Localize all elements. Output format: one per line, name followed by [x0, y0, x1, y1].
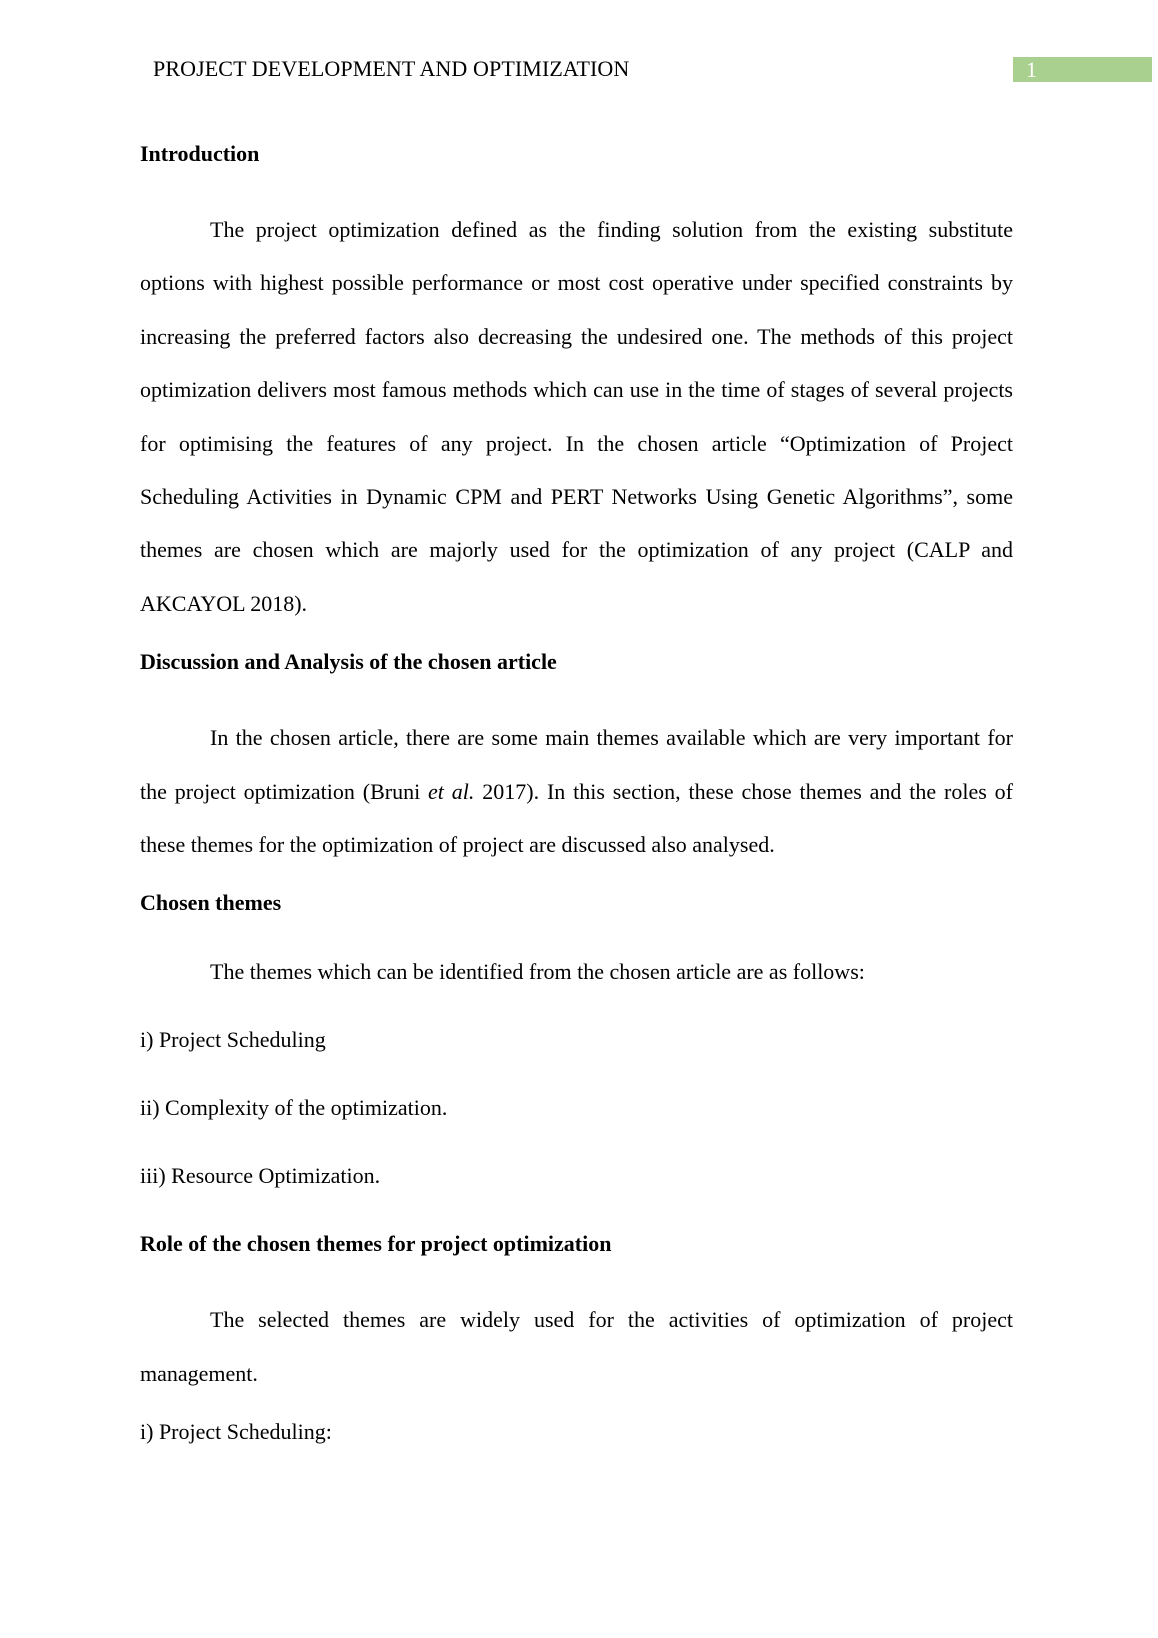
running-header: PROJECT DEVELOPMENT AND OPTIMIZATION — [153, 56, 630, 81]
chosen-themes-intro: The themes which can be identified from the chosen article are as follows: — [210, 959, 865, 985]
heading-chosen-themes: Chosen themes — [140, 890, 282, 916]
heading-introduction: Introduction — [140, 141, 260, 166]
paragraph-introduction: The project optimization defined as the finding solution from the existing substitute options with highest possible performance or most cost operative under specified constraints by increasing the preferred factors also decreasing the undesired one. The methods of this project optimization delivers most famous methods which can use in the time of stages of several projects for optimising the features of any project. In the chosen article “Optimization of Project Scheduling Activities in Dynamic CPM and PERT Networks Using Genetic Algorithms”, some themes are chosen which are majorly used for the optimization of any project (CALP and AKCAYOL 2018). — [140, 217, 1013, 616]
discussion-text-before: In the chosen article, there are some main themes available which are very important for the project optimization (Bruni — [140, 725, 1013, 804]
discussion-text-after: 2017). In this section, these chose themes and the roles of these themes for the optimization of project are discussed also analysed. — [140, 778, 1013, 858]
theme-list-item: i) Project Scheduling — [140, 1027, 326, 1053]
discussion-text-italic: et al. — [428, 778, 475, 804]
heading-role: Role of the chosen themes for project optimization — [140, 1231, 612, 1257]
theme-list-item: ii) Complexity of the optimization. — [140, 1095, 448, 1121]
paragraph-discussion — [140, 711, 1013, 871]
paragraph-role: The selected themes are widely used for the activities of optimization of project management. — [140, 1307, 1013, 1386]
page-number: 1 — [1013, 57, 1152, 82]
heading-discussion: Discussion and Analysis of the chosen article — [140, 649, 557, 675]
theme-list-item: iii) Resource Optimization. — [140, 1163, 381, 1189]
role-sub-item: i) Project Scheduling: — [140, 1419, 332, 1445]
document-body — [140, 134, 1013, 1452]
